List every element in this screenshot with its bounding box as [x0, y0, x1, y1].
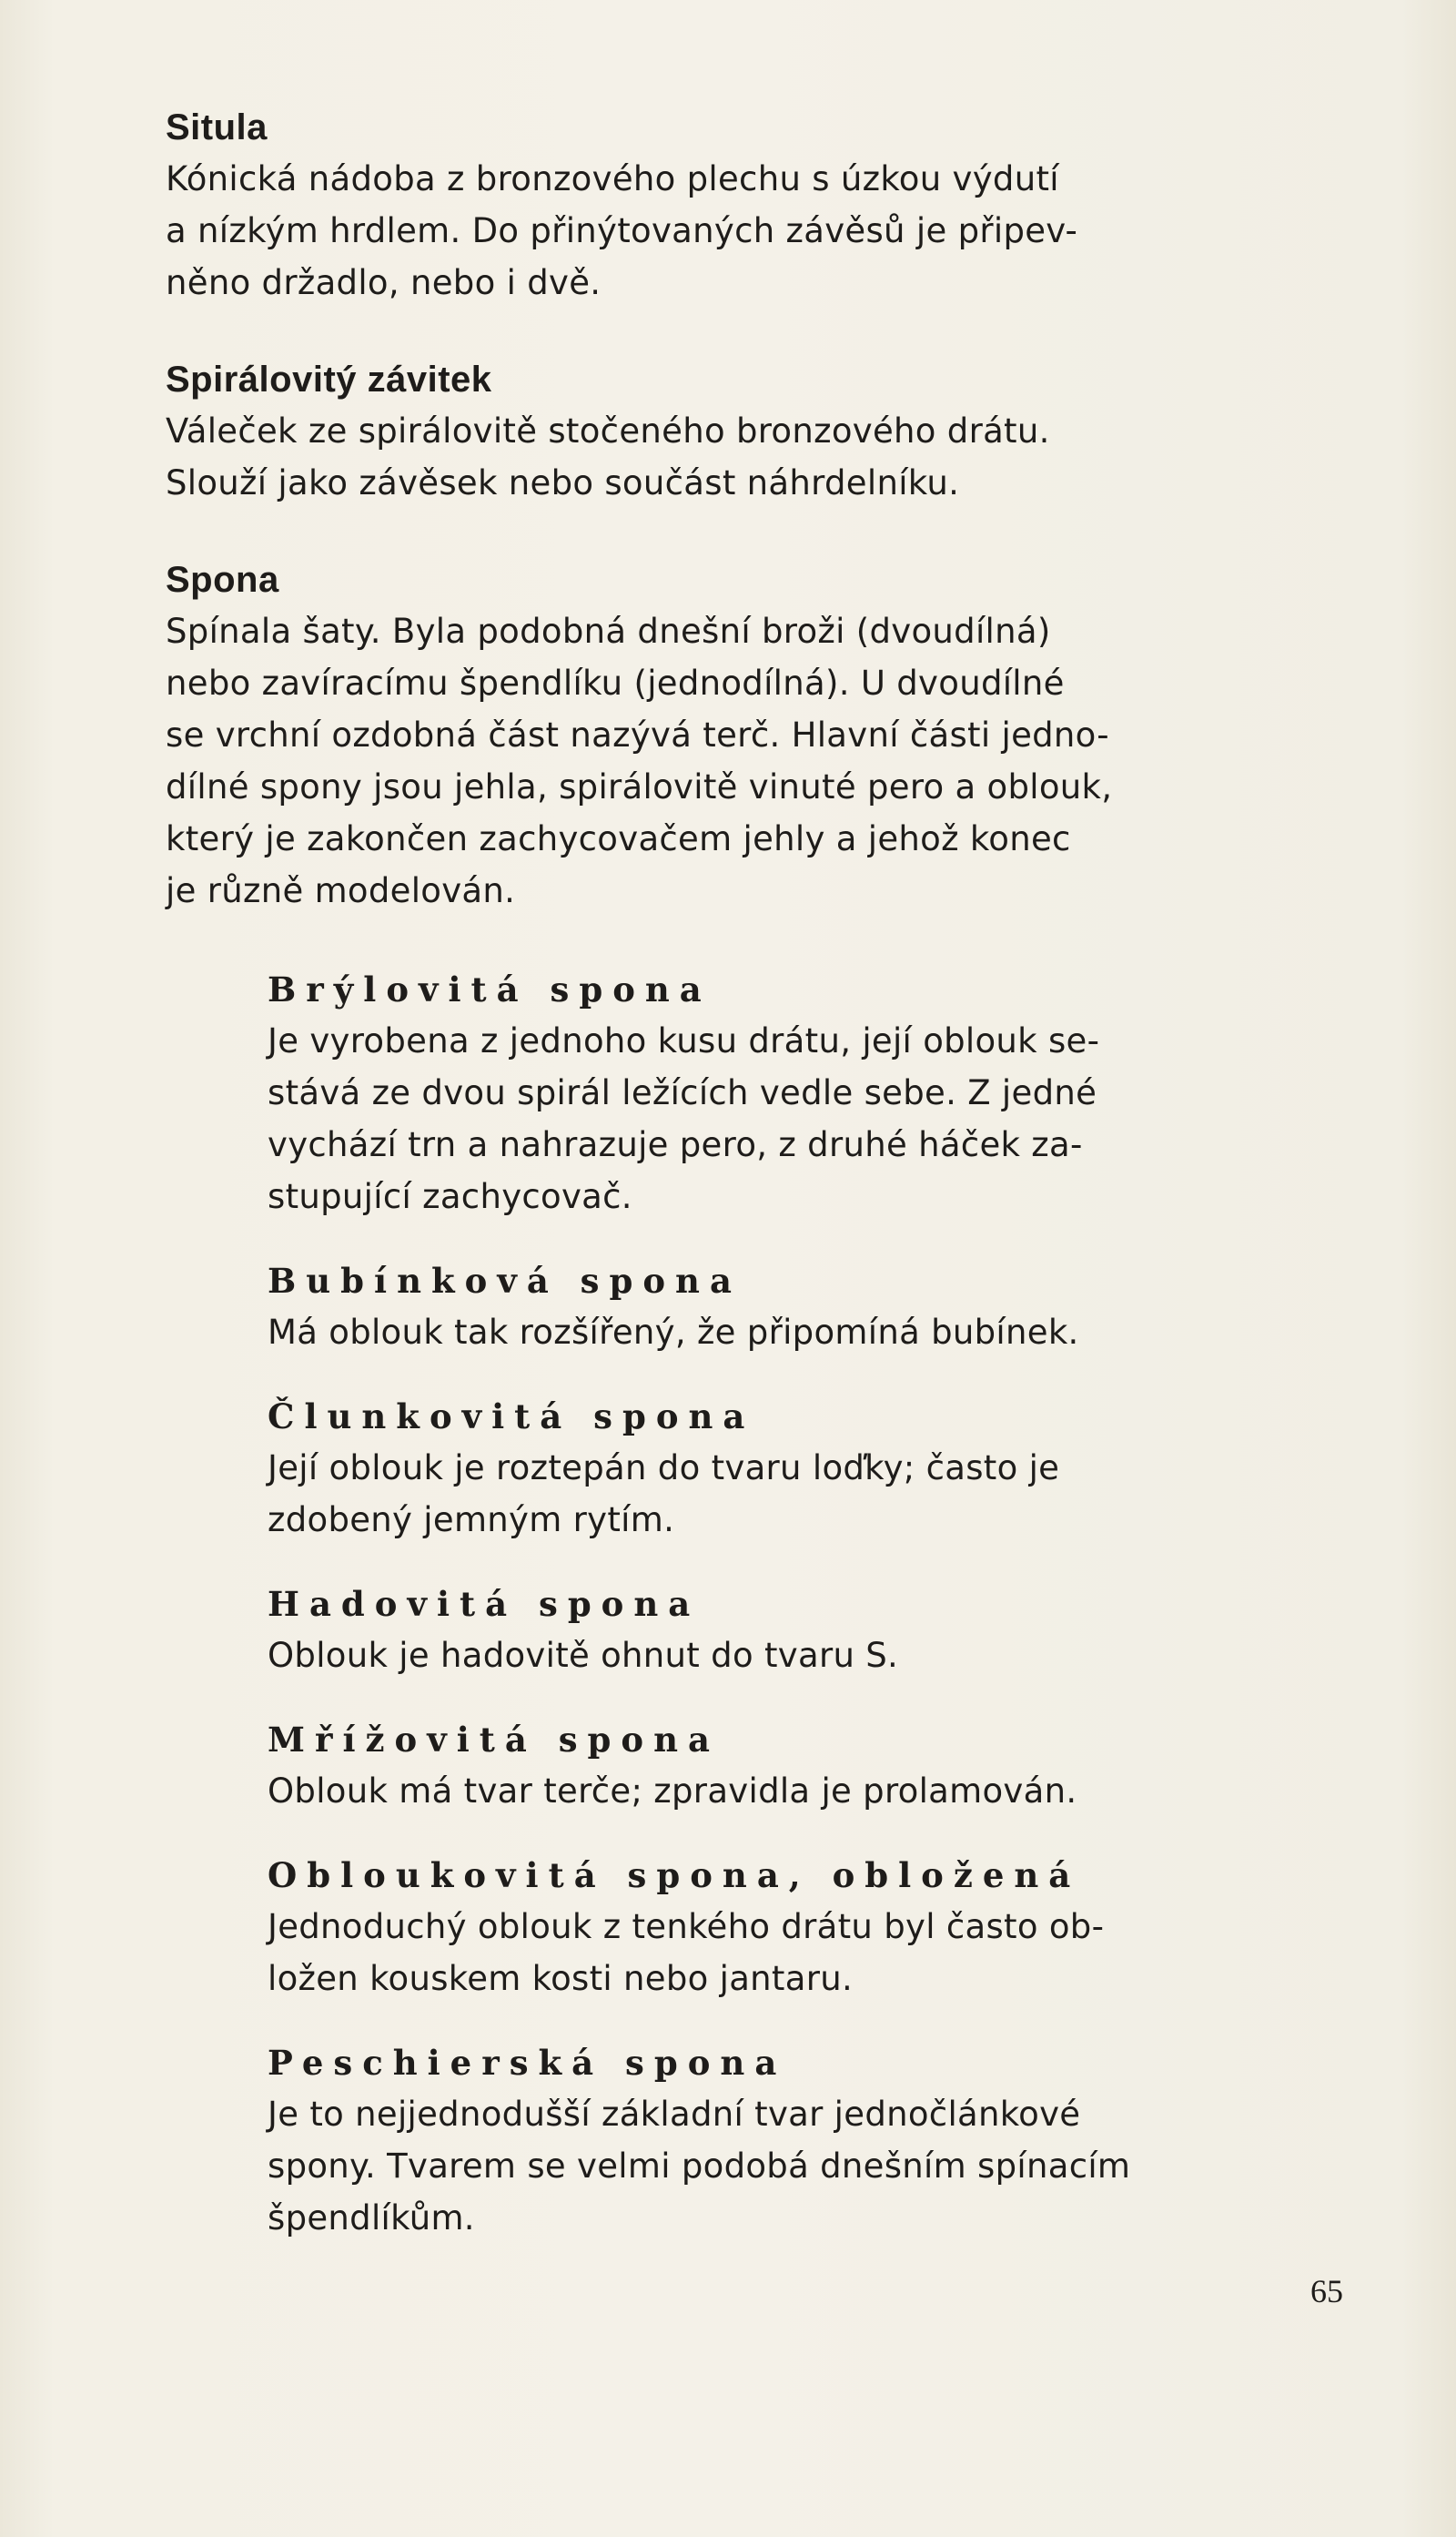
entry-line: Slouží jako závěsek nebo součást náhrdelníku.	[166, 463, 960, 502]
subentry-line: zdobený jemným rytím.	[268, 1500, 675, 1539]
subentry-title: Obloukovitá spona, obložená	[268, 1855, 1081, 1895]
page-number: 65	[1310, 2273, 1343, 2309]
entry-line: Spínala šaty. Byla podobná dnešní broži (dvoudílná)	[166, 612, 1051, 651]
entry-line: a nízkým hrdlem. Do přinýtovaných závěsů je připev-	[166, 211, 1078, 250]
subentry-hadovita-spona	[268, 1578, 1341, 1681]
subentry-title: Bubínková spona	[268, 1261, 742, 1301]
page-content	[166, 102, 1349, 2277]
entry-title: Situla	[166, 107, 268, 147]
entry-situla	[166, 102, 1349, 309]
subentry-line: spony. Tvarem se velmi podobá dnešním spínacím	[268, 2146, 1131, 2186]
subentry-line: Jednoduchý oblouk z tenkého drátu byl často ob-	[268, 1907, 1105, 1946]
subentry-title: Mřížovitá spona	[268, 1720, 720, 1760]
entry-line: dílné spony jsou jehla, spirálovitě vinuté pero a oblouk,	[166, 767, 1113, 807]
subentry-body	[268, 1629, 1341, 1681]
entry-title: Spona	[166, 560, 279, 600]
subentry-obloukovita-spona	[268, 1850, 1341, 2004]
entry-line: Váleček ze spirálovitě stočeného bronzového drátu.	[166, 411, 1050, 451]
subentry-title: Člunkovitá spona	[268, 1396, 755, 1436]
subentry-body	[268, 2088, 1341, 2244]
subentry-body	[268, 1765, 1341, 1817]
entry-spona	[166, 554, 1349, 917]
subentry-line: Je vyrobena z jednoho kusu drátu, její oblouk se-	[268, 1021, 1100, 1060]
entry-body	[166, 405, 1349, 509]
subentry-line: Má oblouk tak rozšířený, že připomíná bubínek.	[268, 1313, 1079, 1352]
entry-line: je různě modelován.	[166, 871, 516, 910]
subentry-line: špendlíkům.	[268, 2198, 475, 2238]
entry-body	[166, 605, 1349, 917]
entry-body	[166, 153, 1349, 309]
entry-line: který je zakončen zachycovačem jehly a jehož konec	[166, 819, 1071, 858]
entry-spiralovity-zavitek	[166, 354, 1349, 509]
subentry-title: Hadovitá spona	[268, 1584, 701, 1624]
subentry-line: Oblouk je hadovitě ohnut do tvaru S.	[268, 1636, 899, 1675]
subentry-line: vychází trn a nahrazuje pero, z druhé háček za-	[268, 1125, 1083, 1164]
subentry-line: stupující zachycovač.	[268, 1177, 632, 1216]
subentry-title: Peschierská spona	[268, 2043, 787, 2083]
entry-title: Spirálovitý závitek	[166, 360, 492, 400]
subentry-bubinkova-spona	[268, 1255, 1341, 1358]
subentry-line: Oblouk má tvar terče; zpravidla je prolamován.	[268, 1771, 1077, 1811]
entry-line: Kónická nádoba z bronzového plechu s úzkou výdutí	[166, 159, 1059, 198]
entry-line: nebo zavíracímu špendlíku (jednodílná). U dvoudílné	[166, 664, 1065, 703]
subentry-mrizovita-spona	[268, 1714, 1341, 1817]
subentry-line: stává ze dvou spirál ležících vedle sebe. Z jedné	[268, 1073, 1097, 1112]
subentry-line: Její oblouk je roztepán do tvaru loďky; často je	[268, 1448, 1060, 1487]
subentry-line: ložen kouskem kosti nebo jantaru.	[268, 1959, 854, 1998]
entry-line: něno držadlo, nebo i dvě.	[166, 263, 602, 302]
subentry-peschierska-spona	[268, 2037, 1341, 2244]
subentry-body	[268, 1015, 1341, 1223]
subentry-brylovita-spona	[268, 964, 1341, 1223]
subentry-body	[268, 1901, 1341, 2004]
subentry-line: Je to nejjednodušší základní tvar jednočlánkové	[268, 2095, 1081, 2134]
subentry-body	[268, 1442, 1341, 1546]
entry-line: se vrchní ozdobná část nazývá terč. Hlavní části jedno-	[166, 715, 1109, 755]
subentry-clunkovita-spona	[268, 1391, 1341, 1546]
subentry-title: Brýlovitá spona	[268, 969, 712, 1010]
subentry-body	[268, 1306, 1341, 1358]
